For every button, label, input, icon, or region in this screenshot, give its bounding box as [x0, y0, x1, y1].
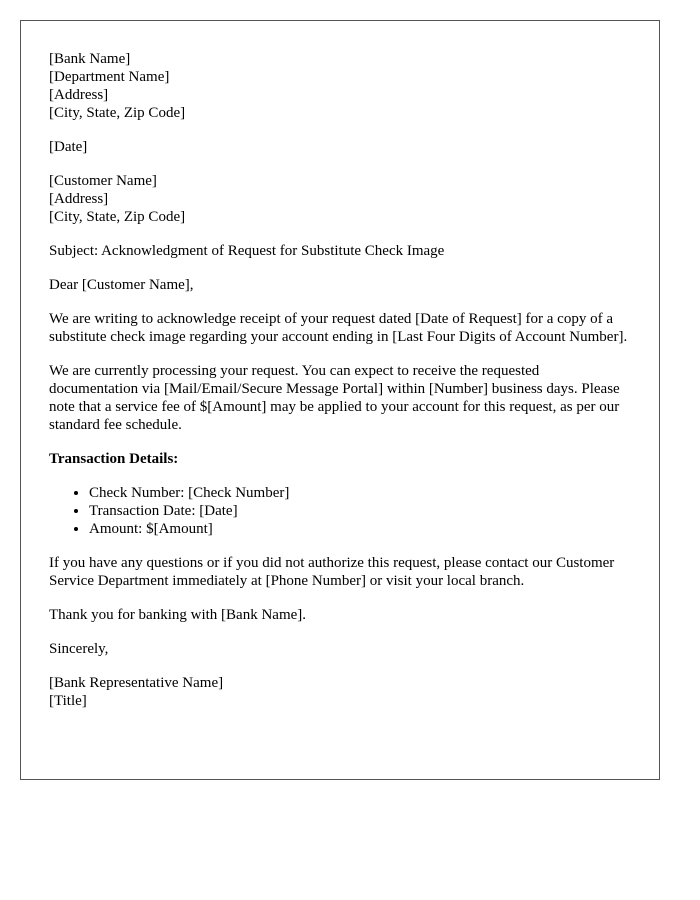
- contact-paragraph: If you have any questions or if you did not authorize this request, please contact our Customer Service Department immediately at [Phone Number] or visit your local branch.: [49, 555, 615, 589]
- letter-date: [Date]: [49, 139, 88, 155]
- letter-page: [20, 20, 660, 780]
- recipient-address-block: [49, 172, 631, 226]
- representative-name: [Bank Representative Name]: [49, 675, 224, 691]
- signature-block: [49, 674, 631, 710]
- list-item-check-number: • Check Number: [Check Number]: [89, 484, 631, 502]
- transaction-details-list: [49, 484, 631, 538]
- sender-department-name: [Department Name]: [49, 69, 170, 85]
- thanks-line: Thank you for banking with [Bank Name].: [49, 607, 307, 623]
- list-item-amount: • Amount: $[Amount]: [89, 520, 631, 538]
- sign-off: Sincerely,: [49, 641, 109, 657]
- representative-title: [Title]: [49, 693, 87, 709]
- recipient-address: [Address]: [49, 191, 109, 207]
- list-item-transaction-date: • Transaction Date: [Date]: [89, 502, 631, 520]
- sender-city-state-zip: [City, State, Zip Code]: [49, 105, 186, 121]
- sender-address: [Address]: [49, 87, 109, 103]
- transaction-details-heading: Transaction Details:: [49, 451, 179, 467]
- body-paragraph-processing: We are currently processing your request. You can expect to receive the requested documentation via [Mail/Email/Secure Message Portal] within [Number] business days. Please note that a service fee of $[Amount] may be applied to your account for this request, as per our standard fee schedule.: [49, 363, 620, 433]
- sender-bank-name: [Bank Name]: [49, 51, 131, 67]
- sender-address-block: [49, 50, 631, 122]
- recipient-city-state-zip: [City, State, Zip Code]: [49, 209, 186, 225]
- body-paragraph-acknowledgment: We are writing to acknowledge receipt of your request dated [Date of Request] for a copy of a substitute check image regarding your account ending in [Last Four Digits of Account Number].: [49, 311, 628, 345]
- recipient-customer-name: [Customer Name]: [49, 173, 157, 189]
- salutation: Dear [Customer Name],: [49, 277, 194, 293]
- subject-line: Subject: Acknowledgment of Request for Substitute Check Image: [49, 243, 445, 259]
